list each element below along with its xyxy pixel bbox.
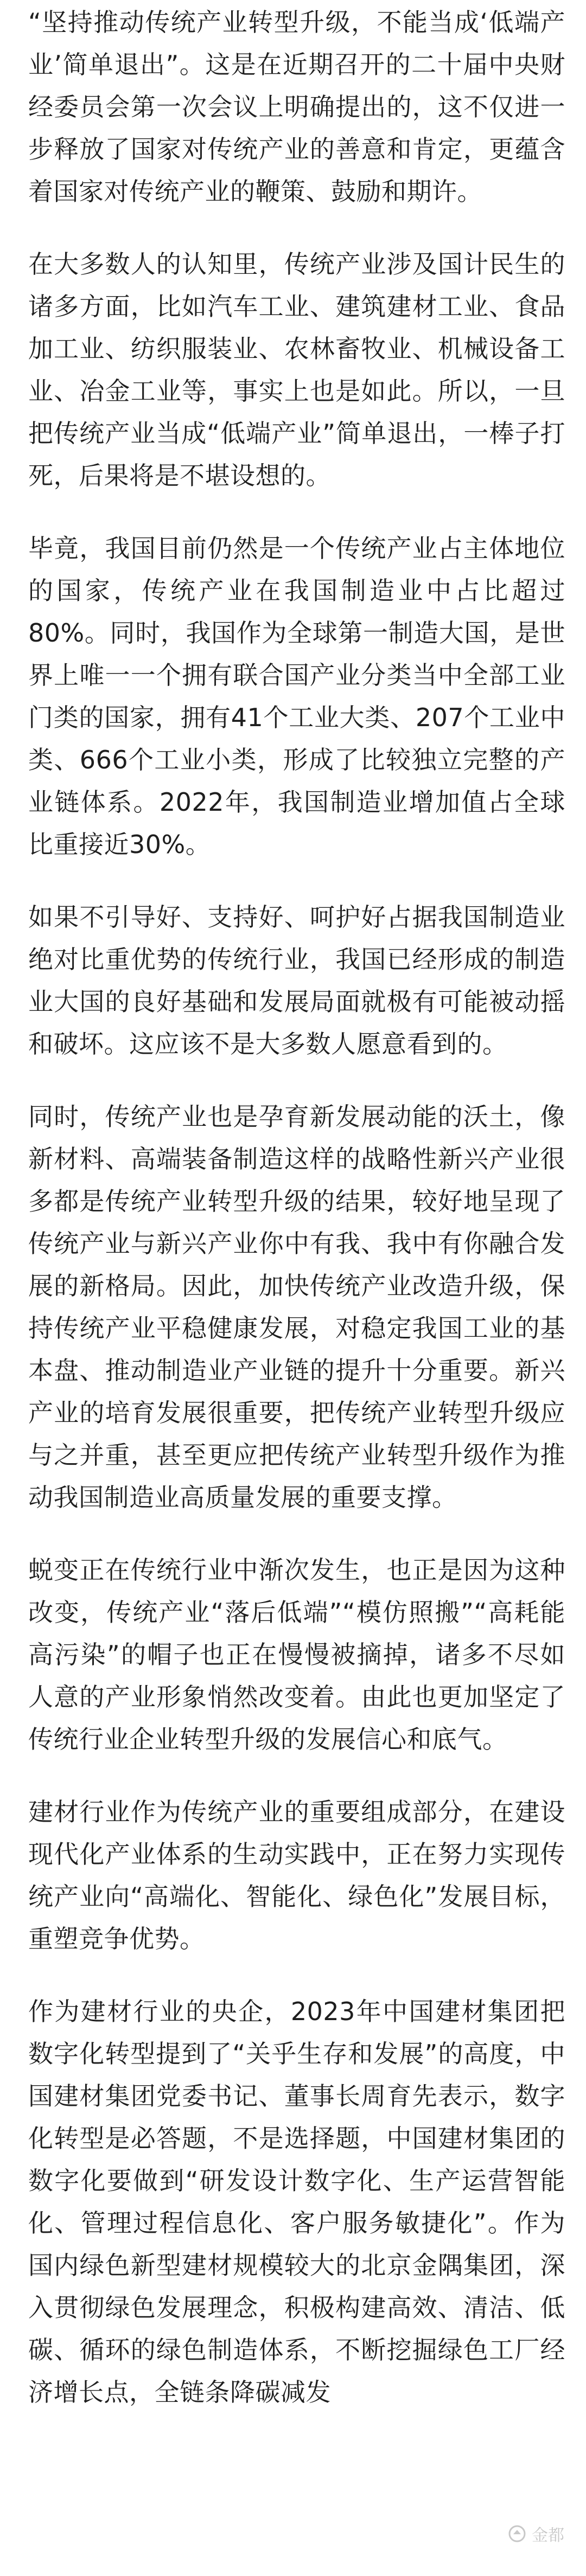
paragraph-7: 建材行业作为传统产业的重要组成部分，在建设现代化产业体系的生动实践中，正在努力实现传统产业向“高端化、智能化、绿色化”发展目标，重塑竞争优势。 xyxy=(28,1797,565,1953)
paragraph-2: 在大多数人的认知里，传统产业涉及国计民生的诸多方面，比如汽车工业、建筑建材工业、食品加工业、纺织服装业、农林畜牧业、机械设备工业、冶金工业等，事实上也是如此。所以，一旦把传统产业当成“低端产业”简单退出，一棒子打死，后果将是不堪设想的。 xyxy=(28,249,565,490)
paragraph-8: 作为建材行业的央企，2023年中国建材集团把数字化转型提到了“关乎生存和发展”的高度，中国建材集团党委书记、董事长周育先表示，数字化转型是必答题，不是选择题，中国建材集团的数字化要做到“研发设计数字化、生产运营智能化、管理过程信息化、客户服务敏捷化”。作为国内绿色新型建材规模较大的北京金隅集团，深入贯彻绿色发展理念，积极构建高效、清洁、低碳、循环的绿色制造体系，不断挖掘绿色工厂经济增长点，全链条降碳减发 xyxy=(28,1997,565,2407)
paragraph-5: 同时，传统产业也是孕育新发展动能的沃土，像新材料、高端装备制造这样的战略性新兴产业很多都是传统产业转型升级的结果，较好地呈现了传统产业与新兴产业你中有我、我中有你融合发展的新格局。因此，加快传统产业改造升级，保持传统产业平稳健康发展，对稳定我国工业的基本盘、推动制造业产业链的提升十分重要。新兴产业的培育发展很重要，把传统产业转型升级应与之并重，甚至更应把传统产业转型升级作为推动我国制造业高质量发展的重要支撑。 xyxy=(28,1102,565,1512)
paragraph-3: 毕竟，我国目前仍然是一个传统产业占主体地位的国家，传统产业在我国制造业中占比超过80%。同时，我国作为全球第一制造大国，是世界上唯一一个拥有联合国产业分类当中全部工业门类的国家，拥有41个工业大类、207个工业中类、666个工业小类，形成了比较独立完整的产业链体系。2022年，我国制造业增加值占全球比重接近30%。 xyxy=(28,534,565,859)
paragraph-1: “坚持推动传统产业转型升级，不能当成‘低端产业’简单退出”。这是在近期召开的二十届中央财经委员会第一次会议上明确提出的，这不仅进一步释放了国家对传统产业的善意和肯定，更蕴含着国家对传统产业的鞭策、鼓励和期许。 xyxy=(28,8,565,206)
watermark-logo-icon xyxy=(508,2524,526,2543)
watermark-text: 金都 xyxy=(532,2526,564,2545)
article-body xyxy=(28,1,565,2444)
watermark xyxy=(508,2522,564,2546)
paragraph-6: 蜕变正在传统行业中渐次发生，也正是因为这种改变，传统产业“落后低端”“模仿照搬”“高耗能高污染”的帽子也正在慢慢被摘掉，诸多不尽如人意的产业形象悄然改变着。由此也更加坚定了传统行业企业转型升级的发展信心和底气。 xyxy=(28,1555,565,1754)
paragraph-4: 如果不引导好、支持好、呵护好占据我国制造业绝对比重优势的传统行业，我国已经形成的制造业大国的良好基础和发展局面就极有可能被动摇和破坏。这应该不是大多数人愿意看到的。 xyxy=(28,902,565,1059)
